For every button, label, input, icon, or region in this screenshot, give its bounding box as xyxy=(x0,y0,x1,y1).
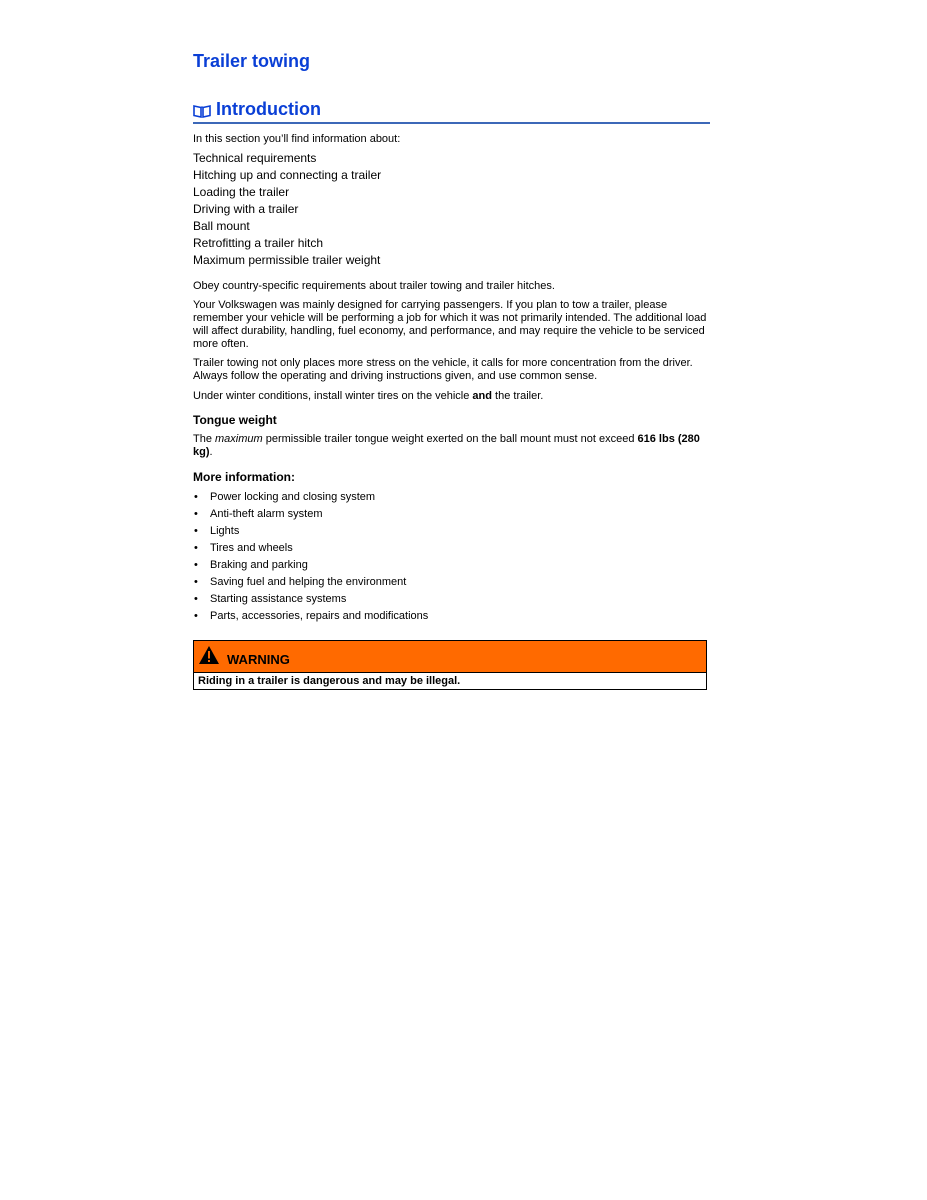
tongue-weight-paragraph xyxy=(193,433,710,459)
more-info-label: Power locking and closing system xyxy=(210,491,376,503)
topic-list xyxy=(193,151,381,270)
more-info-label: Starting assistance systems xyxy=(210,593,347,605)
warning-header xyxy=(194,641,706,673)
chapter-title: Trailer towing xyxy=(193,51,311,71)
section-header xyxy=(193,98,710,124)
topic-item[interactable]: Technical requirements xyxy=(193,151,317,165)
tongue-text-end: . xyxy=(209,446,213,458)
more-info-item[interactable] xyxy=(193,592,428,609)
tongue-text-italic: maximum xyxy=(215,433,263,445)
warning-label: WARNING xyxy=(227,652,290,667)
topic-item[interactable]: Retrofitting a trailer hitch xyxy=(193,236,324,250)
more-info-label: Anti-theft alarm system xyxy=(210,508,323,520)
intro-text: In this section you’ll find information about: xyxy=(193,133,401,145)
more-info-heading: More information: xyxy=(193,470,295,484)
bullet-icon: • xyxy=(194,491,198,503)
tongue-weight-heading: Tongue weight xyxy=(193,413,277,427)
more-info-label: Lights xyxy=(210,525,240,537)
tongue-weight-value: 616 lbs (280 kg) xyxy=(193,433,700,458)
bullet-icon: • xyxy=(194,508,198,520)
more-info-item[interactable] xyxy=(193,609,428,626)
topic-item[interactable]: Hitching up and connecting a trailer xyxy=(193,168,382,182)
more-info-item[interactable] xyxy=(193,524,428,541)
bullet-icon: • xyxy=(194,610,198,622)
book-icon xyxy=(193,104,211,118)
bullet-icon: • xyxy=(194,542,198,554)
topic-item[interactable]: Driving with a trailer xyxy=(193,202,299,216)
more-info-item[interactable] xyxy=(193,558,428,575)
topic-item[interactable]: Ball mount xyxy=(193,219,250,233)
winter-paragraph xyxy=(193,390,710,403)
warning-text: Riding in a trailer is dangerous and may be illegal. xyxy=(198,675,461,687)
more-info-label: Braking and parking xyxy=(210,559,308,571)
obey-paragraph: Obey country-specific requirements about trailer towing and trailer hitches. xyxy=(193,280,555,292)
more-info-label: Saving fuel and helping the environment xyxy=(210,576,407,588)
tongue-text-middle: permissible trailer tongue weight exerted on the ball mount must not exceed xyxy=(262,433,638,445)
more-info-item[interactable] xyxy=(193,507,428,524)
more-info-item[interactable] xyxy=(193,490,428,507)
section-title: Introduction xyxy=(216,99,321,119)
bullet-icon: • xyxy=(194,593,198,605)
more-info-label: Parts, accessories, repairs and modifications xyxy=(210,610,429,622)
stress-paragraph: Trailer towing not only places more stress on the vehicle, it calls for more concentration from the driver. Always follow the operating and driving instructions given, and use common sense. xyxy=(193,357,693,382)
design-paragraph: Your Volkswagen was mainly designed for carrying passengers. If you plan to tow a trailer, please remember your vehicle will be performing a job for which it was not primarily intended. The additional load will affect durability, handling, fuel economy, and performance, and may require the vehicle to be serviced more often. xyxy=(193,299,707,350)
bullet-icon: • xyxy=(194,559,198,571)
winter-text-bold: and xyxy=(472,390,492,402)
winter-text-start: Under winter conditions, install winter tires on the vehicle xyxy=(193,390,473,402)
topic-item[interactable]: Maximum permissible trailer weight xyxy=(193,253,381,267)
warning-box xyxy=(193,640,707,690)
warning-triangle-icon xyxy=(198,645,220,665)
tongue-text-start: The xyxy=(193,433,216,445)
more-info-label: Tires and wheels xyxy=(210,542,293,554)
topic-item[interactable]: Loading the trailer xyxy=(193,185,290,199)
bullet-icon: • xyxy=(194,576,198,588)
winter-text-end: the trailer. xyxy=(491,390,544,402)
bullet-icon: • xyxy=(194,525,198,537)
more-info-item[interactable] xyxy=(193,575,428,592)
more-info-item[interactable] xyxy=(193,541,428,558)
more-info-list xyxy=(193,490,428,626)
